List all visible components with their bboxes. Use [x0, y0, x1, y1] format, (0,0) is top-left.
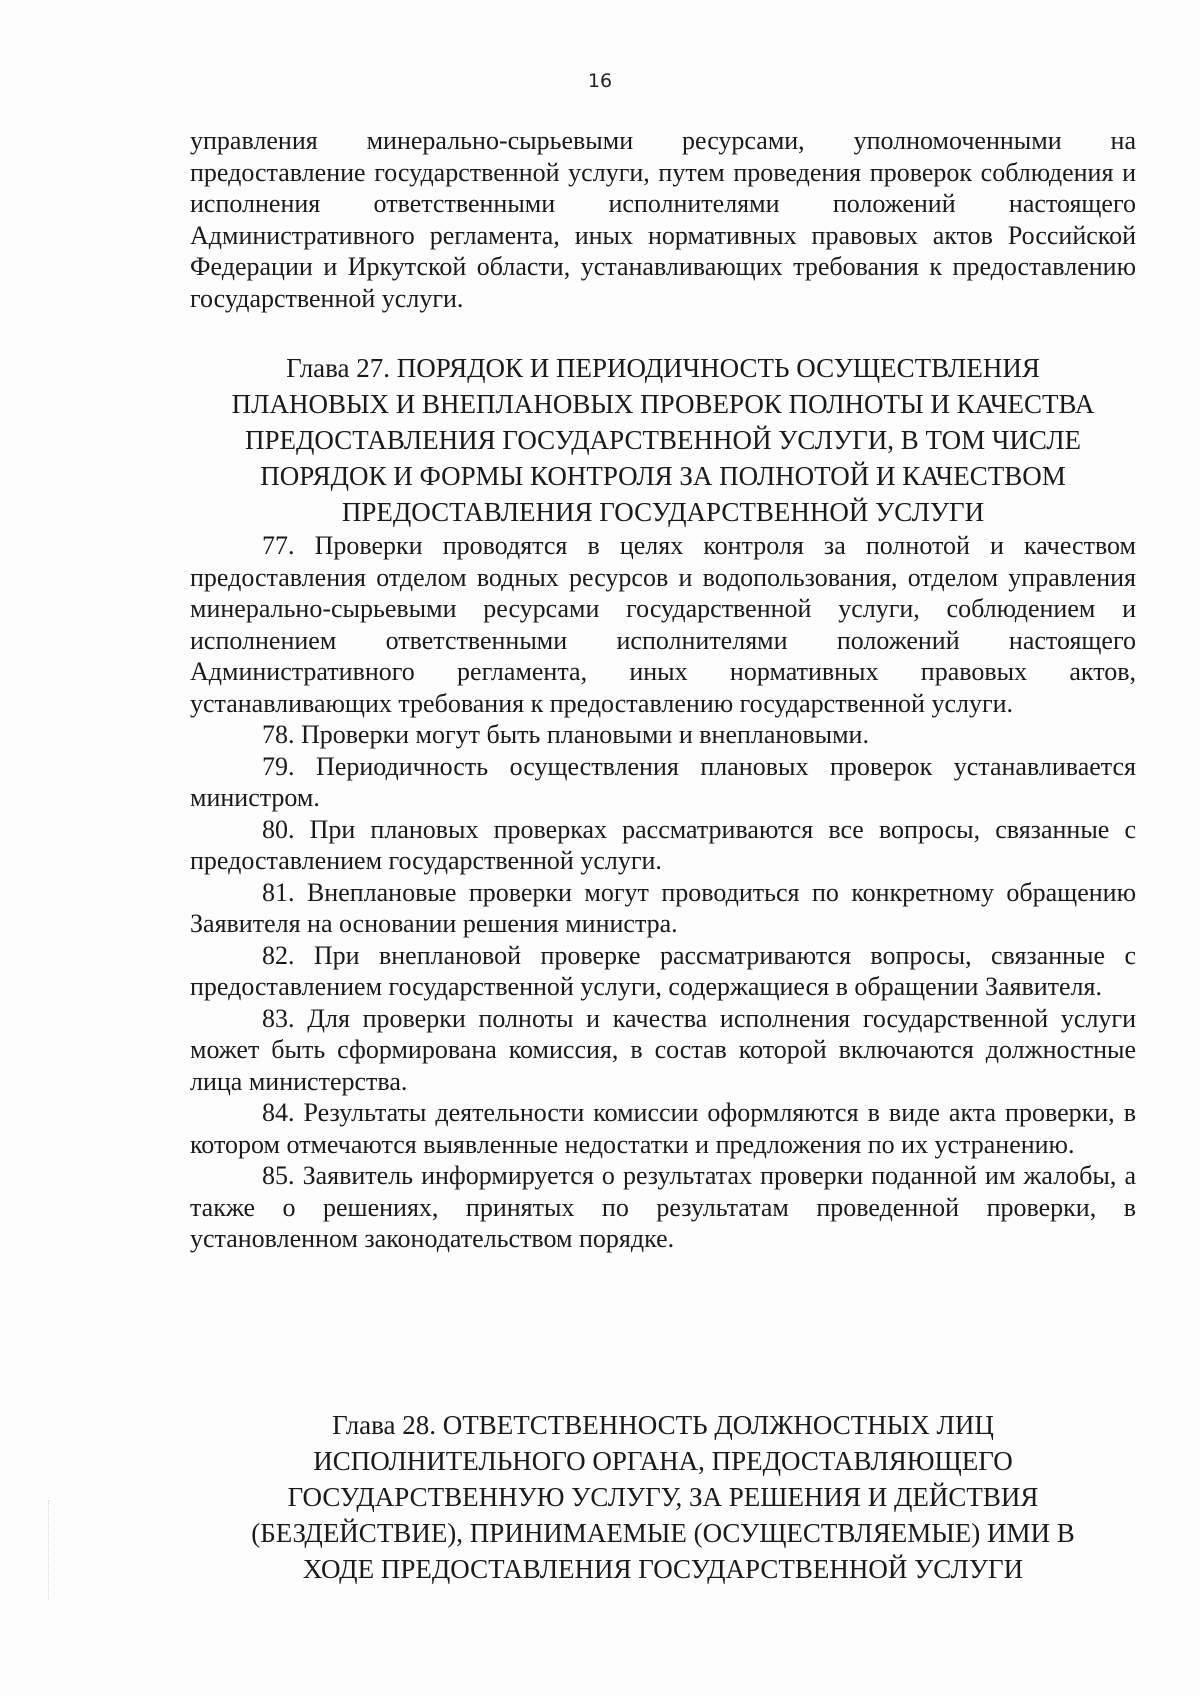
paragraph-77: 77. Проверки проводятся в целях контроля за полнотой и качеством предоставления отделом водных ресурсов и водопользования, отделом управления минерально-сырьевыми ресурсами государственной услуги, соблюдением и исполнением ответственными исполнителями положений настоящего Административного регламента, иных нормативных правовых актов, устанавливающих требования к предоставлению государственной услуги. [190, 531, 1136, 718]
paragraph-84: 84. Результаты деятельности комиссии оформляются в виде акта проверки, в котором отмечаются выявленные недостатки и предложения по их устранению. [190, 1098, 1136, 1159]
paragraph-83: 83. Для проверки полноты и качества исполнения государственной услуги может быть сформирована комиссия, в состав которой включаются должностные лица министерства. [190, 1003, 1136, 1096]
chapter-27-paragraphs [190, 530, 1136, 1255]
chapter-27-heading-line: ПОРЯДОК И ФОРМЫ КОНТРОЛЯ ЗА ПОЛНОТОЙ И КАЧЕСТВОМ [260, 461, 1066, 491]
chapter-28-heading-line: ИСПОЛНИТЕЛЬНОГО ОРГАНА, ПРЕДОСТАВЛЯЮЩЕГО [313, 1446, 1013, 1476]
chapter-28-heading-line: ХОДЕ ПРЕДОСТАВЛЕНИЯ ГОСУДАРСТВЕННОЙ УСЛУГИ [302, 1554, 1024, 1584]
chapter-27-heading [190, 350, 1136, 530]
chapter-27-heading-line: ПРЕДОСТАВЛЕНИЯ ГОСУДАРСТВЕННОЙ УСЛУГИ, В ТОМ ЧИСЛЕ [244, 425, 1082, 455]
paragraph-81: 81. Внеплановые проверки могут проводиться по конкретному обращению Заявителя на основании решения министра. [190, 877, 1136, 938]
chapter-28-heading-line: Глава 28. ОТВЕТСТВЕННОСТЬ ДОЛЖНОСТНЫХ ЛИЦ [332, 1410, 994, 1440]
chapter-27-heading-line: ПЛАНОВЫХ И ВНЕПЛАНОВЫХ ПРОВЕРОК ПОЛНОТЫ И КАЧЕСТВА [231, 389, 1095, 419]
intro-paragraph-block [190, 125, 1136, 314]
chapter-27-heading-line: ПРЕДОСТАВЛЕНИЯ ГОСУДАРСТВЕННОЙ УСЛУГИ [341, 497, 985, 527]
paragraph-78: 78. Проверки могут быть плановыми и внеплановыми. [262, 720, 869, 749]
chapter-28-heading-line: (БЕЗДЕЙСТВИЕ), ПРИНИМАЕМЫЕ (ОСУЩЕСТВЛЯЕМЫЕ) ИМИ В [251, 1518, 1075, 1548]
paragraph-82: 82. При внеплановой проверке рассматриваются вопросы, связанные с предоставлением государственной услуги, содержащиеся в обращении Заявителя. [190, 940, 1136, 1001]
page-number: 16 [587, 70, 613, 92]
paragraph-80: 80. При плановых проверках рассматриваются все вопросы, связанные с предоставлением государственной услуги. [190, 814, 1136, 875]
chapter-27-heading-line: Глава 27. ПОРЯДОК И ПЕРИОДИЧНОСТЬ ОСУЩЕСТВЛЕНИЯ [286, 353, 1040, 383]
paragraph-79: 79. Периодичность осуществления плановых проверок устанавливается министром. [190, 751, 1136, 812]
intro-paragraph: управления минерально-сырьевыми ресурсами, уполномоченными на предоставление государственной услуги, путем проведения проверок соблюдения и исполнения ответственными исполнителями положений настоящего Административного регламента, иных нормативных правовых актов Российской Федерации и Иркутской области, устанавливающих требования к предоставлению государственной услуги. [190, 126, 1136, 313]
paragraph-85: 85. Заявитель информируется о результатах проверки поданной им жалобы, а также о решениях, принятых по результатам проведенной проверки, в установленном законодательством порядке. [190, 1161, 1136, 1253]
scan-artifact-mark [48, 1500, 51, 1600]
chapter-28-heading [190, 1407, 1136, 1587]
chapter-28-heading-line: ГОСУДАРСТВЕННУЮ УСЛУГУ, ЗА РЕШЕНИЯ И ДЕЙСТВИЯ [287, 1482, 1039, 1512]
